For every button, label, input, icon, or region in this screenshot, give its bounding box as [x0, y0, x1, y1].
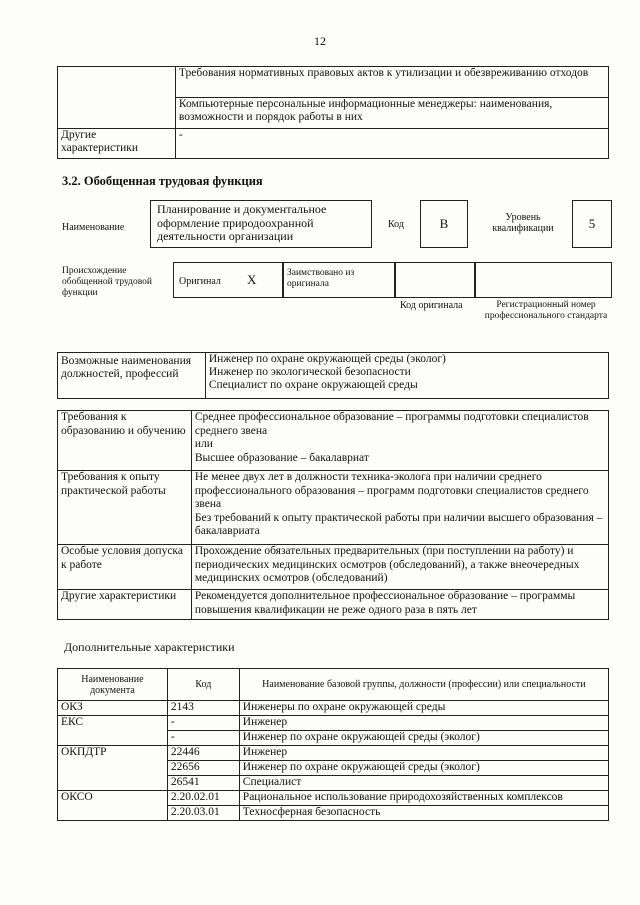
req-line: Не менее двух лет в должности техника-эколога при наличии среднего профессионального образования – программ подготовки специалистов среднего звена	[194, 471, 589, 510]
req-line: Среднее профессиональное образование – программы подготовки специалистов среднего звена	[194, 411, 589, 437]
section-heading: 3.2. Обобщенная трудовая функция	[62, 174, 263, 188]
name-cell: Инженер по охране окружающей среды (эколог)	[239, 731, 608, 746]
knowledge-table	[57, 66, 609, 159]
req-label-admission: Особые условия допуска к работе	[58, 545, 192, 590]
level-label: Уровень квалификации	[492, 212, 554, 234]
name-label: Наименование	[62, 222, 125, 233]
doc-cell: ОКСО	[58, 791, 168, 821]
requirements-table	[57, 410, 609, 620]
header-name: Наименование базовой группы, должности (профессии) или специальности	[239, 669, 608, 701]
knowledge-row: Компьютерные персональные информационные менеджеры: наименования, возможности и порядок работы в них	[175, 98, 608, 129]
name-cell: Инженеры по охране окружающей среды	[239, 701, 608, 716]
name-cell: Инженер по охране окружающей среды (эколог)	[239, 761, 608, 776]
req-line: или	[194, 438, 213, 450]
original-mark: X	[247, 272, 257, 287]
page-number: 12	[314, 34, 326, 48]
code-cell: 26541	[167, 776, 239, 791]
name-cell: Рациональное использование природохозяйственных комплексов	[239, 791, 608, 806]
position-name: Специалист по охране окружающей среды	[208, 379, 418, 391]
possible-names-label: Возможные наименования должностей, профессий	[58, 353, 206, 399]
req-label-education: Требования к образованию и обучению	[58, 411, 192, 471]
knowledge-row: Требования нормативных правовых актов к утилизации и обезвреживанию отходов	[175, 67, 608, 98]
reg-number-box	[475, 262, 612, 298]
req-label-experience: Требования к опыту практической работы	[58, 471, 192, 545]
header-document: Наименование документа	[58, 669, 168, 701]
header-code: Код	[167, 669, 239, 701]
name-cell: Специалист	[239, 776, 608, 791]
position-name: Инженер по охране окружающей среды (эколог)	[208, 353, 446, 365]
doc-cell: ЕКС	[58, 716, 168, 746]
original-label: Оригинал	[179, 276, 221, 287]
req-label-other: Другие характеристики	[58, 590, 192, 620]
name-cell: Техносферная безопасность	[239, 806, 608, 821]
code-cell: 22446	[167, 746, 239, 761]
other-characteristics-value: -	[175, 129, 608, 159]
position-name: Инженер по экологической безопасности	[208, 366, 411, 378]
code-cell: 2.20.02.01	[167, 791, 239, 806]
code-cell: 2.20.03.01	[167, 806, 239, 821]
name-cell: Инженер	[239, 716, 608, 731]
code-original-box	[395, 262, 475, 298]
req-line: Высшее образование – бакалавриат	[194, 451, 369, 464]
possible-names-table	[57, 352, 609, 399]
origin-label: Происхождение обобщенной трудовой функции	[62, 266, 152, 298]
code-cell: -	[167, 731, 239, 746]
function-name: Планирование и документальное оформление природоохранной деятельности организации	[150, 200, 372, 248]
code-cell: -	[167, 716, 239, 731]
code-original-caption: Код оригинала	[400, 300, 463, 311]
name-cell: Инженер	[239, 746, 608, 761]
code-cell: 22656	[167, 761, 239, 776]
code-cell: 2143	[167, 701, 239, 716]
other-characteristics-label: Другие характеристики	[58, 129, 176, 159]
qualification-level: 5	[572, 200, 612, 248]
req-line: Без требований к опыту практической работы при наличии высшего образования – бакалавриата	[194, 511, 603, 537]
additional-title: Дополнительные характеристики	[64, 640, 235, 654]
function-code: B	[420, 200, 468, 248]
additional-table	[57, 668, 609, 821]
code-label: Код	[388, 219, 404, 230]
req-line: Прохождение обязательных предварительных (при поступлении на работу) и периодических медицинских осмотров (обследований), а также внеочередных медицинских осмотров (обследований)	[194, 545, 580, 584]
req-line: Рекомендуется дополнительное профессиональное образование – программы повышения квалификации не реже одного раза в пять лет	[194, 590, 576, 616]
doc-cell: ОКЗ	[58, 701, 168, 716]
doc-cell: ОКПДТР	[58, 746, 168, 791]
reg-number-caption: Регистрационный номер профессионального стандарта	[484, 300, 608, 321]
borrowed-label: Заимствовано из оригинала	[287, 268, 355, 289]
